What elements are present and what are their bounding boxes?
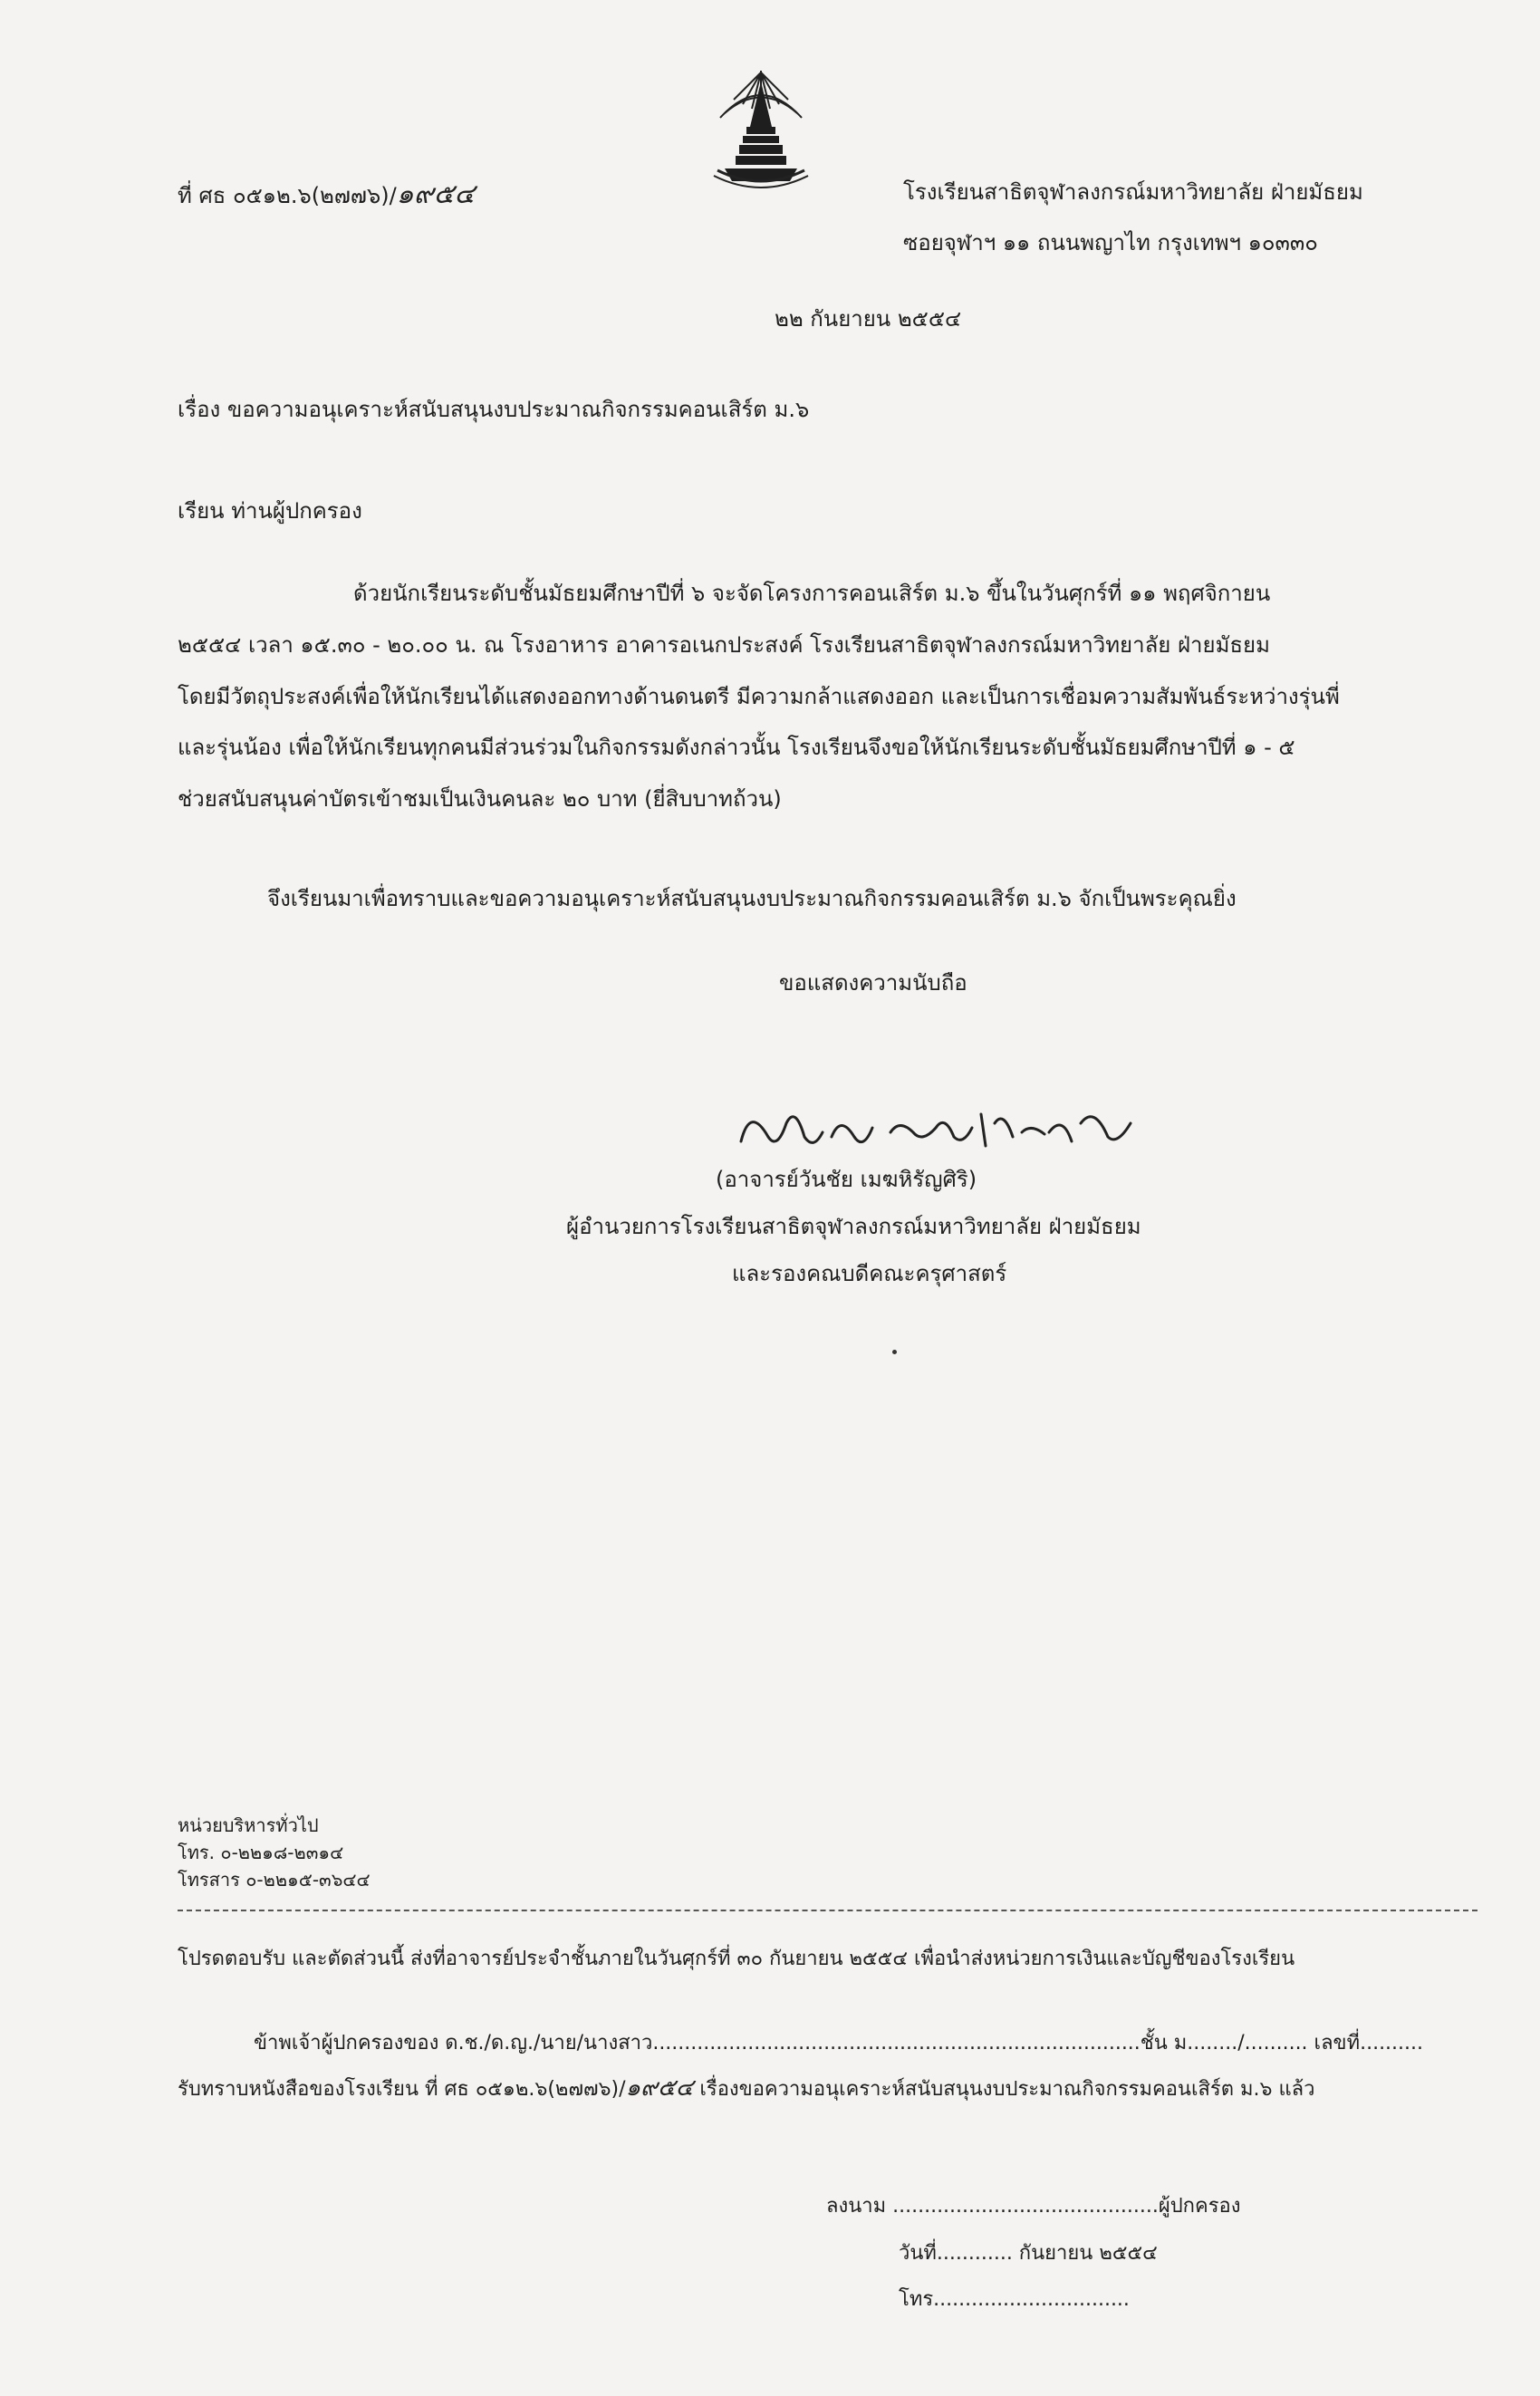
slip-parent-line[interactable]: ข้าพเจ้าผู้ปกครองของ ด.ช./ด.ญ./นาย/นางสาว.............................................................................ชั้น ม......../.......... เลขที่.......... (254, 2032, 1424, 2054)
speck (892, 1350, 897, 1354)
slip-date-line[interactable]: วันที่............ กันยายน ๒๕๕๔ (899, 2242, 1158, 2265)
footer-unit: หน่วยบริหารทั่วไป (178, 1814, 319, 1836)
reference-handwritten: ๑๙๕๔ (396, 178, 476, 210)
body-line: ๒๕๕๔ เวลา ๑๕.๓๐ - ๒๐.๐๐ น. ณ โรงอาหาร อาคารอเนกประสงค์ โรงเรียนสาธิตจุฬาลงกรณ์มหาวิทยาลัย ฝ่ายมัธยม (178, 632, 1270, 658)
letter-closing: จึงเรียนมาเพื่อทราบและขอความอนุเคราะห์สนับสนุนงบประมาณกิจกรรมคอนเสิร์ต ม.๖ จักเป็นพระคุณยิ่ง (267, 886, 1237, 911)
school-address: ซอยจุฬาฯ ๑๑ ถนนพญาไท กรุงเทพฯ ๑๐๓๓๐ (903, 230, 1318, 255)
body-line: ด้วยนักเรียนระดับชั้นมัธยมศึกษาปีที่ ๖ จะจัดโครงการคอนเสิร์ต ม.๖ ขึ้นในวันศุกร์ที่ ๑๑ พฤศจิกายน (353, 581, 1271, 606)
slip-ack-suffix: เรื่องขอความอนุเคราะห์สนับสนุนงบประมาณกิจกรรมคอนเสิร์ต ม.๖ แล้ว (693, 2078, 1315, 2101)
reference-number (178, 178, 476, 210)
letter-date: ๒๒ กันยายน ๒๕๕๔ (775, 306, 962, 332)
letter-regards: ขอแสดงความนับถือ (779, 970, 967, 996)
slip-ack-handwritten: ๑๙๕๔ (625, 2074, 694, 2102)
school-name: โรงเรียนสาธิตจุฬาลงกรณ์มหาวิทยาลัย ฝ่ายมัธยม (903, 179, 1363, 205)
body-line: และรุ่นน้อง เพื่อให้นักเรียนทุกคนมีส่วนร่วมในกิจกรรมดังกล่าวนั้น โรงเรียนจึงขอให้นักเรียนระดับชั้นมัธยมศึกษาปีที่ ๑ - ๕ (178, 735, 1295, 760)
letter-salutation: เรียน ท่านผู้ปกครอง (178, 498, 362, 524)
signer-title: ผู้อำนวยการโรงเรียนสาธิตจุฬาลงกรณ์มหาวิทยาลัย ฝ่ายมัธยม (566, 1214, 1141, 1239)
footer-fax: โทรสาร ๐-๒๒๑๕-๓๖๔๔ (178, 1869, 371, 1891)
reference-prefix: ที่ ศธ ๐๕๑๒.๖(๒๗๗๖)/ (178, 183, 397, 208)
signer-name: (อาจารย์วันชัย เมฆหิรัญศิริ) (716, 1167, 977, 1192)
body-line: โดยมีวัตถุประสงค์เพื่อให้นักเรียนได้แสดงออกทางด้านดนตรี มีความกล้าแสดงออก และเป็นการเชื่อมความสัมพันธ์ระหว่างรุ่นพี่ (178, 684, 1340, 709)
letter-subject: เรื่อง ขอความอนุเคราะห์สนับสนุนงบประมาณกิจกรรมคอนเสิร์ต ม.๖ (178, 397, 810, 422)
slip-signature-line[interactable]: ลงนาม ..........................................ผู้ปกครอง (826, 2195, 1241, 2218)
slip-acknowledge-line (178, 2076, 1314, 2100)
slip-notice: โปรดตอบรับ และตัดส่วนนี้ ส่งที่อาจารย์ประจำชั้นภายในวันศุกร์ที่ ๓๐ กันยายน ๒๕๕๔ เพื่อนำส่งหน่วยการเงินและบัญชีของโรงเรียน (178, 1948, 1295, 1970)
slip-ack-prefix: รับทราบหนังสือของโรงเรียน ที่ ศธ ๐๕๑๒.๖(๒๗๗๖)/ (178, 2078, 626, 2101)
cut-line (178, 1910, 1477, 1911)
slip-tel-line[interactable]: โทร............................... (899, 2288, 1130, 2311)
footer-tel: โทร. ๐-๒๒๑๘-๒๓๑๔ (178, 1842, 344, 1863)
body-line: ช่วยสนับสนุนค่าบัตรเข้าชมเป็นเงินคนละ ๒๐ บาท (ยี่สิบบาทถ้วน) (178, 786, 782, 812)
handwritten-signature (732, 1087, 1149, 1169)
signer-title-secondary: และรองคณบดีคณะครุศาสตร์ (732, 1261, 1007, 1286)
school-emblem-icon (707, 63, 815, 208)
